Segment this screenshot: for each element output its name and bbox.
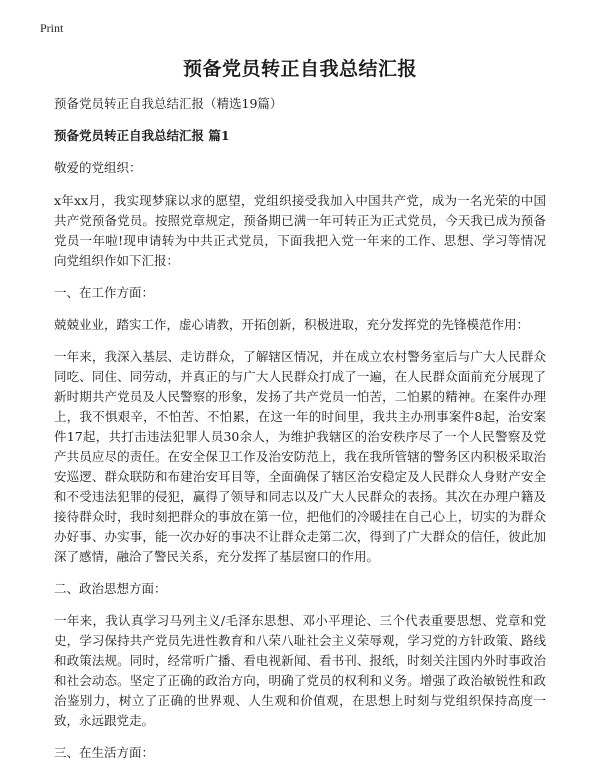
paragraph-work-summary: 兢兢业业，踏实工作，虚心请教，开拓创新，积极进取，充分发挥党的先锋模范作用： [54,317,530,332]
salutation: 敬爱的党组织： [54,160,142,175]
print-link[interactable]: Print [40,21,64,35]
document-subtitle: 预备党员转正自我总结汇报（精选19篇） [54,96,283,111]
heading-life: 三、在生活方面： [54,745,155,760]
heading-work: 一、在工作方面： [54,285,155,300]
section-title: 预备党员转正自我总结汇报 篇1 [54,128,230,143]
paragraph-work-detail: 一年来，我深入基层、走访群众，了解辖区情况，并在成立农村警务室后与广大人民群众同吃、同住、同劳动，并真正的与广大人民群众打成了一遍，在人民群众面前充分展现了新时期共产党员及人民警察的形象，发扬了共产党员一怕苦，二怕累的精神。在案件办理上，我不惧艰辛，不怕苦、不怕累，在这一年的时间里，我共主办刑事案件8起，治安案件17起，共打击违法犯罪人员30余人，为维护我辖区的治安秩序尽了一个人民警察及党产共员应尽的责任。在安全保卫工作及治安防范上，我在我所管辖的警务区内积极采取治安巡逻、群众联防和布建治安耳目等，全面确保了辖区治安稳定及人民群众人身财产安全和不受违法犯罪的侵犯，赢得了领导和同志以及广大人民群众的表扬。其次在办理户籍及接待群众时，我时刻把群众的事放在第一位，把他们的冷暖挂在自己心上，切实的为群众办好事、办实事，能一次办好的事决不让群众走第二次，得到了广大群众的信任，彼此加深了感情，融洽了警民关系，充分发挥了基层窗口的作用。 [54,349,546,564]
document-body [54,94,546,775]
heading-politics: 二、政治思想方面： [54,581,167,596]
document-title: 预备党员转正自我总结汇报 [182,58,417,80]
paragraph-politics: 一年来，我认真学习马列主义/毛泽东思想、邓小平理论、三个代表重要思想、党章和党史，学习保持共产党员先进性教育和八荣八耻社会主义荣辱观，学习党的方针政策、路线和政策法规。同时，经常听广播、看电视新闻、看书刊、报纸，时刻关注国内外时事政治和社会动态。坚定了正确的政治方向，明确了党员的权利和义务。增强了政治敏锐性和政治鉴别力，树立了正确的世界观、人生观和价值观，在思想上时刻与党组织保持高度一致，永远跟党走。 [54,613,546,728]
paragraph-intro: x年xx月，我实现梦寐以求的愿望，党组织接受我加入中国共产党，成为一名光荣的中国共产党预备党员。按照党章规定，预备期已满一年可转正为正式党员，今天我已成为预备党员一年啦!现申请转为中共正式党员，下面我把入党一年来的工作、思想、学习等情况向党组织作如下汇报： [54,193,546,268]
